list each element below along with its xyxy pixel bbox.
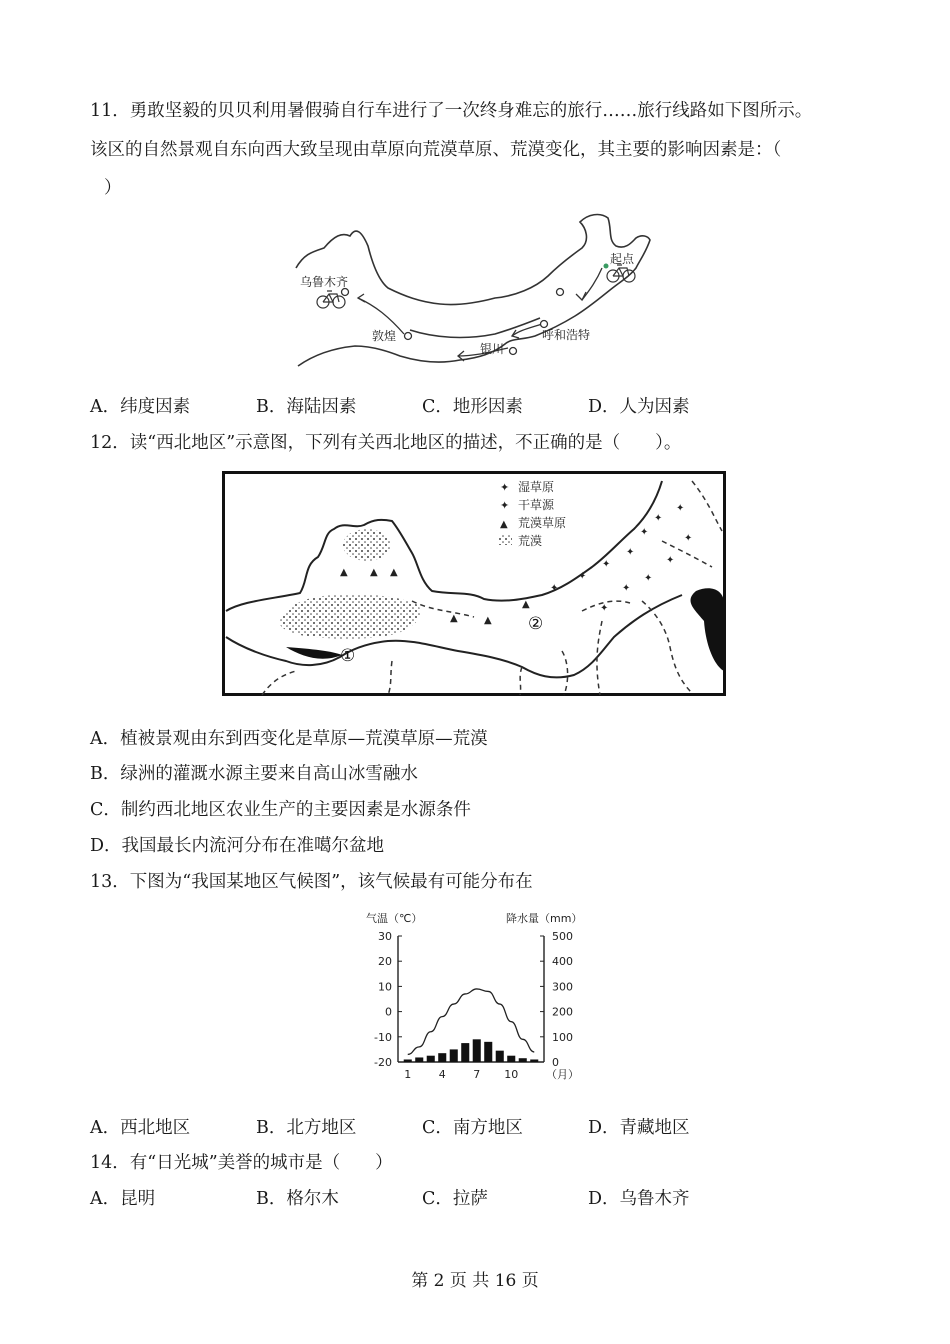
q12-northwest-map <box>222 471 726 697</box>
svg-text:✦: ✦ <box>602 559 611 570</box>
svg-text:✦: ✦ <box>626 547 635 558</box>
svg-text:✦: ✦ <box>684 533 693 544</box>
svg-text:✦: ✦ <box>654 513 663 524</box>
q14-option-d[interactable]: D．乌鲁木齐 <box>588 1189 690 1209</box>
svg-text:▲: ▲ <box>390 567 398 578</box>
x-tick-label: 10 <box>504 1068 519 1081</box>
q13-option-d[interactable]: D．青藏地区 <box>588 1118 690 1138</box>
svg-text:✦: ✦ <box>550 583 559 594</box>
right-tick-label: 200 <box>552 1005 573 1019</box>
left-tick-label: -20 <box>374 1056 392 1069</box>
svg-text:✦: ✦ <box>666 555 675 566</box>
chart-x-unit: （月） <box>546 1068 579 1081</box>
marker-1: ① <box>340 646 356 666</box>
svg-text:✦: ✦ <box>600 603 609 614</box>
q11-option-d[interactable]: D．人为因素 <box>588 397 690 417</box>
right-tick-label: 0 <box>552 1056 559 1069</box>
label-start: 起点 <box>610 252 635 266</box>
legend-desert-grassland: 荒漠草原 <box>518 516 567 530</box>
q13-option-a[interactable]: A．西北地区 <box>90 1118 191 1138</box>
left-tick-label: 20 <box>378 955 392 969</box>
q11-stem-line2: 该区的自然景观自东向西大致呈现由草原向荒漠草原、荒漠变化，其主要的影响因素是：（ <box>90 140 782 160</box>
svg-text:✦: ✦ <box>578 571 587 582</box>
svg-text:▲: ▲ <box>522 599 530 610</box>
precipitation-bar <box>530 1059 538 1062</box>
label-yinchuan: 银川 <box>480 342 505 356</box>
precipitation-bar <box>461 1043 469 1062</box>
svg-text:✦: ✦ <box>640 527 649 538</box>
q12-option-c[interactable]: C．制约西北地区农业生产的主要因素是水源条件 <box>90 800 471 820</box>
bicycle-icon <box>317 291 345 308</box>
q14-stem: 14．有“日光城”美誉的城市是（ ） <box>90 1153 393 1173</box>
q13-climate-chart <box>356 906 592 1086</box>
hohhot-dot <box>541 321 548 328</box>
page-footer: 第 2 页 共 16 页 <box>411 1271 539 1291</box>
label-dunhuang: 敦煌 <box>372 329 397 343</box>
precipitation-bar <box>415 1057 423 1062</box>
temperature-curve <box>408 989 535 1055</box>
chart-right-axis-title: 降水量（mm） <box>506 912 583 925</box>
q11-option-b[interactable]: B．海陆因素 <box>256 397 357 417</box>
precipitation-bar <box>519 1058 527 1062</box>
precipitation-bar <box>507 1056 515 1062</box>
q12-option-b[interactable]: B．绿洲的灌溉水源主要来自高山冰雪融水 <box>90 764 418 784</box>
svg-text:✦: ✦ <box>500 499 510 512</box>
dunhuang-dot <box>405 333 412 340</box>
left-tick-label: 10 <box>378 980 392 994</box>
svg-text:▲: ▲ <box>450 613 458 624</box>
q13-option-c[interactable]: C．南方地区 <box>422 1118 523 1138</box>
q14-option-a[interactable]: A．昆明 <box>90 1189 156 1209</box>
yinchuan-dot <box>510 348 517 355</box>
precipitation-bar <box>484 1042 492 1062</box>
svg-text:▲: ▲ <box>484 615 492 626</box>
left-tick-label: 30 <box>378 930 392 943</box>
svg-text:✦: ✦ <box>500 481 510 494</box>
x-tick-label: 7 <box>473 1068 481 1081</box>
legend-wet-grassland: 湿草原 <box>518 480 555 494</box>
q11-option-c[interactable]: C．地形因素 <box>422 397 523 417</box>
waypoint-dot <box>557 289 564 296</box>
legend-dry-grassland: 干草源 <box>518 498 555 512</box>
svg-text:▲: ▲ <box>370 567 378 578</box>
right-tick-label: 400 <box>552 955 573 969</box>
svg-text:✦: ✦ <box>644 573 653 584</box>
svg-text:✦: ✦ <box>676 503 685 514</box>
q11-option-a[interactable]: A．纬度因素 <box>90 397 191 417</box>
svg-text:▲: ▲ <box>340 567 348 578</box>
urumqi-dot <box>342 289 349 296</box>
precipitation-bar <box>427 1056 435 1062</box>
q12-option-d[interactable]: D．我国最长内流河分布在准噶尔盆地 <box>90 836 385 856</box>
left-tick-label: -10 <box>374 1030 392 1044</box>
right-tick-label: 300 <box>552 980 573 994</box>
right-tick-label: 100 <box>552 1030 573 1044</box>
label-urumqi: 乌鲁木齐 <box>300 275 349 289</box>
precipitation-bar <box>404 1059 412 1062</box>
marker-2: ② <box>528 614 544 634</box>
chart-left-axis-title: 气温（℃） <box>366 912 423 925</box>
q11-stem-line3: ） <box>104 178 122 198</box>
route-map-borders <box>296 215 650 366</box>
q12-stem: 12．读“西北地区”示意图，下列有关西北地区的描述，不正确的是（ ）。 <box>90 433 682 453</box>
q12-option-a[interactable]: A．植被景观由东到西变化是草原—荒漠草原—荒漠 <box>90 729 488 749</box>
q11-stem-line1: 11．勇敢坚毅的贝贝利用暑假骑自行车进行了一次终身难忘的旅行……旅行线路如下图所示。 <box>90 101 813 121</box>
desert-area-north <box>343 529 391 561</box>
q14-option-b[interactable]: B．格尔木 <box>256 1189 339 1209</box>
precipitation-bar <box>438 1053 446 1062</box>
svg-text:▲: ▲ <box>500 519 508 530</box>
legend-desert: 荒漠 <box>518 534 543 548</box>
right-tick-label: 500 <box>552 930 573 943</box>
svg-text:✦: ✦ <box>622 583 631 594</box>
q13-option-b[interactable]: B．北方地区 <box>256 1118 357 1138</box>
q13-stem: 13．下图为“我国某地区气候图”，该气候最有可能分布在 <box>90 872 533 892</box>
x-tick-label: 4 <box>438 1068 446 1081</box>
start-dot <box>604 264 609 269</box>
x-tick-label: 1 <box>404 1068 412 1081</box>
q14-option-c[interactable]: C．拉萨 <box>422 1189 488 1209</box>
label-hohhot: 呼和浩特 <box>542 328 591 342</box>
precipitation-bar <box>496 1051 504 1062</box>
q11-route-map <box>290 206 662 374</box>
precipitation-bar <box>450 1049 458 1062</box>
precipitation-bar <box>473 1039 481 1062</box>
left-tick-label: 0 <box>385 1005 392 1019</box>
